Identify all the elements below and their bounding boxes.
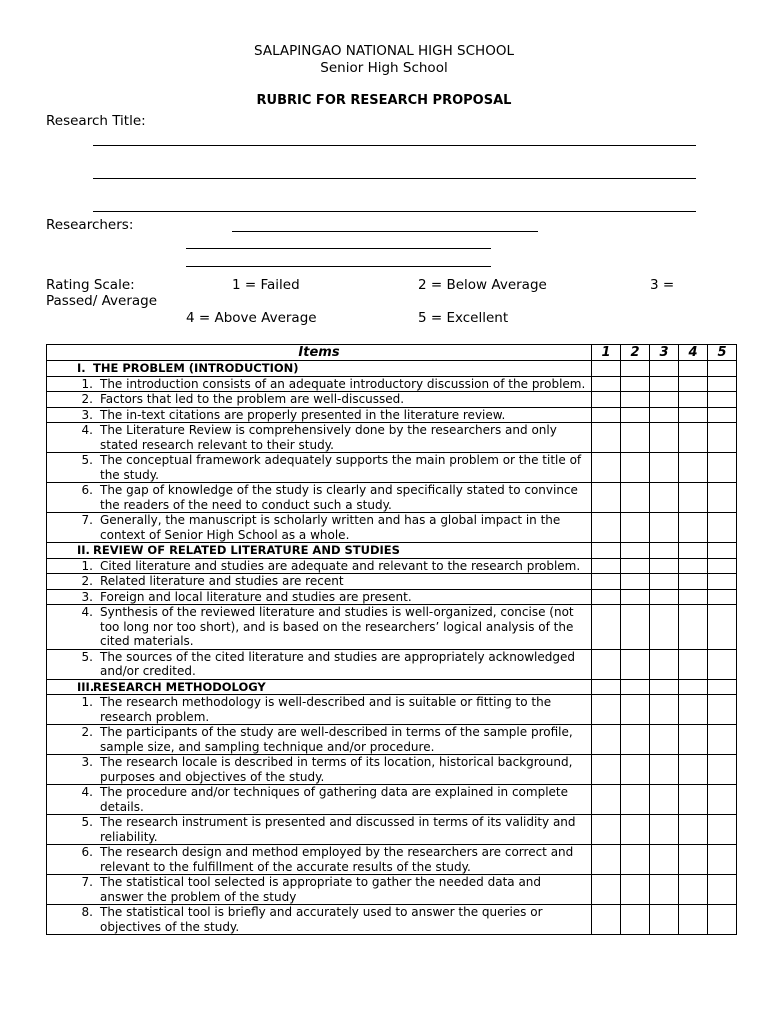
criterion-row bbox=[47, 905, 737, 935]
criterion-score-1[interactable] bbox=[592, 423, 621, 453]
criterion-row bbox=[47, 407, 737, 423]
criterion-score-1[interactable] bbox=[592, 905, 621, 935]
criterion-row bbox=[47, 875, 737, 905]
criterion-score-5[interactable] bbox=[708, 755, 737, 785]
section-number: I. bbox=[77, 361, 86, 375]
criterion-score-2[interactable] bbox=[621, 725, 650, 755]
criterion-score-2[interactable] bbox=[621, 905, 650, 935]
scale-4: 4 = Above Average bbox=[186, 310, 317, 326]
criterion-text: The sources of the cited literature and studies are appropriately acknowledged and/or credited. bbox=[100, 649, 575, 678]
criterion-score-3[interactable] bbox=[650, 574, 679, 590]
section-score-5[interactable] bbox=[708, 361, 737, 377]
criterion-score-2[interactable] bbox=[621, 695, 650, 725]
criterion-score-1[interactable] bbox=[592, 483, 621, 513]
criterion-row bbox=[47, 695, 737, 725]
criterion-score-3[interactable] bbox=[650, 845, 679, 875]
criterion-score-4[interactable] bbox=[679, 558, 708, 574]
section-title: RESEARCH METHODOLOGY bbox=[93, 679, 266, 694]
criterion-score-4[interactable] bbox=[679, 605, 708, 650]
criterion-score-1[interactable] bbox=[592, 695, 621, 725]
criterion-text: Generally, the manuscript is scholarly written and has a global impact in the context of Senior High School as a whole. bbox=[100, 513, 561, 542]
criterion-text: The introduction consists of an adequate introductory discussion of the problem. bbox=[100, 376, 586, 391]
criterion-score-3[interactable] bbox=[650, 513, 679, 543]
criterion-score-5[interactable] bbox=[708, 589, 737, 605]
section-row bbox=[47, 361, 737, 377]
criterion-score-3[interactable] bbox=[650, 392, 679, 408]
criterion-score-5[interactable] bbox=[708, 875, 737, 905]
criterion-text: The gap of knowledge of the study is clearly and specifically stated to convince the readers of the need to conduct such a study. bbox=[100, 483, 578, 512]
score-header-3: 3 bbox=[650, 345, 679, 361]
section-score-5[interactable] bbox=[708, 543, 737, 559]
section-score-1[interactable] bbox=[592, 543, 621, 559]
criterion-score-2[interactable] bbox=[621, 574, 650, 590]
criterion-score-4[interactable] bbox=[679, 589, 708, 605]
criterion-score-4[interactable] bbox=[679, 513, 708, 543]
criterion-score-1[interactable] bbox=[592, 875, 621, 905]
criterion-score-3[interactable] bbox=[650, 407, 679, 423]
criterion-text: The conceptual framework adequately supports the main problem or the title of the study. bbox=[100, 453, 582, 482]
research-title-line-3[interactable] bbox=[93, 211, 696, 212]
criterion-number: 5. bbox=[81, 453, 93, 467]
criterion-text: The statistical tool is briefly and accurately used to answer the queries or objectives of the study. bbox=[100, 905, 543, 934]
criterion-score-1[interactable] bbox=[592, 755, 621, 785]
rating-scale-label: Rating Scale: bbox=[46, 277, 135, 293]
scale-1: 1 = Failed bbox=[232, 277, 300, 293]
criterion-score-1[interactable] bbox=[592, 815, 621, 845]
section-score-3[interactable] bbox=[650, 543, 679, 559]
criterion-score-1[interactable] bbox=[592, 513, 621, 543]
criterion-score-2[interactable] bbox=[621, 815, 650, 845]
criterion-text: The participants of the study are well-described in terms of the sample profile, sample size, and sampling technique and/or procedure. bbox=[100, 725, 573, 754]
criterion-score-2[interactable] bbox=[621, 453, 650, 483]
criterion-score-3[interactable] bbox=[650, 755, 679, 785]
criterion-score-5[interactable] bbox=[708, 815, 737, 845]
criterion-score-5[interactable] bbox=[708, 695, 737, 725]
criterion-score-1[interactable] bbox=[592, 376, 621, 392]
researcher-line-1[interactable] bbox=[232, 231, 538, 232]
criterion-score-5[interactable] bbox=[708, 725, 737, 755]
criterion-number: 5. bbox=[81, 649, 93, 664]
criterion-score-5[interactable] bbox=[708, 558, 737, 574]
section-number: III. bbox=[77, 679, 95, 694]
criterion-score-4[interactable] bbox=[679, 815, 708, 845]
criterion-score-3[interactable] bbox=[650, 649, 679, 679]
criterion-score-4[interactable] bbox=[679, 423, 708, 453]
criterion-row bbox=[47, 725, 737, 755]
criterion-row bbox=[47, 649, 737, 679]
criterion-text: Related literature and studies are recent bbox=[100, 574, 344, 588]
criterion-number: 4. bbox=[81, 605, 93, 619]
criterion-score-5[interactable] bbox=[708, 649, 737, 679]
criterion-score-4[interactable] bbox=[679, 905, 708, 935]
research-title-line-2[interactable] bbox=[93, 178, 696, 179]
criterion-row bbox=[47, 423, 737, 453]
criterion-text: Factors that led to the problem are well-discussed. bbox=[100, 392, 405, 406]
criterion-text: The research locale is described in terms of its location, historical background, purposes and objectives of the study. bbox=[100, 755, 573, 784]
criterion-number: 4. bbox=[81, 423, 93, 437]
scale-3: 3 = bbox=[650, 277, 675, 293]
criterion-number: 2. bbox=[81, 574, 93, 588]
criterion-score-2[interactable] bbox=[621, 558, 650, 574]
criterion-number: 4. bbox=[81, 785, 93, 799]
criterion-score-3[interactable] bbox=[650, 725, 679, 755]
criterion-score-5[interactable] bbox=[708, 574, 737, 590]
score-header-5: 5 bbox=[708, 345, 737, 361]
criterion-score-2[interactable] bbox=[621, 845, 650, 875]
section-score-2[interactable] bbox=[621, 543, 650, 559]
criterion-row bbox=[47, 483, 737, 513]
criterion-score-2[interactable] bbox=[621, 513, 650, 543]
criterion-score-3[interactable] bbox=[650, 483, 679, 513]
criterion-row bbox=[47, 574, 737, 590]
criterion-score-4[interactable] bbox=[679, 755, 708, 785]
criterion-score-5[interactable] bbox=[708, 483, 737, 513]
criterion-score-5[interactable] bbox=[708, 845, 737, 875]
score-header-4: 4 bbox=[679, 345, 708, 361]
criterion-number: 7. bbox=[81, 875, 93, 889]
section-title: REVIEW OF RELATED LITERATURE AND STUDIES bbox=[93, 543, 400, 557]
items-header: Items bbox=[47, 345, 592, 361]
criterion-number: 8. bbox=[81, 905, 93, 919]
criterion-number: 1. bbox=[81, 558, 93, 573]
criterion-score-5[interactable] bbox=[708, 905, 737, 935]
criterion-number: 6. bbox=[81, 845, 93, 859]
criterion-score-1[interactable] bbox=[592, 605, 621, 650]
criterion-score-2[interactable] bbox=[621, 649, 650, 679]
section-score-3[interactable] bbox=[650, 679, 679, 695]
criterion-score-4[interactable] bbox=[679, 483, 708, 513]
criterion-text: The research design and method employed by the researchers are correct and relevant to the fulfillment of the accurate results of the study. bbox=[100, 845, 574, 874]
criterion-number: 2. bbox=[81, 392, 93, 406]
section-title: THE PROBLEM (INTRODUCTION) bbox=[93, 361, 299, 375]
criterion-row bbox=[47, 605, 737, 650]
criterion-score-3[interactable] bbox=[650, 815, 679, 845]
criterion-score-1[interactable] bbox=[592, 558, 621, 574]
criterion-score-1[interactable] bbox=[592, 845, 621, 875]
criterion-score-4[interactable] bbox=[679, 649, 708, 679]
criterion-score-1[interactable] bbox=[592, 453, 621, 483]
criterion-score-3[interactable] bbox=[650, 453, 679, 483]
criterion-score-2[interactable] bbox=[621, 589, 650, 605]
criterion-text: Synthesis of the reviewed literature and studies is well-organized, concise (not too long nor too short), and is based on the researchers’ logical analysis of the cited materials. bbox=[100, 605, 574, 648]
criterion-score-4[interactable] bbox=[679, 453, 708, 483]
researchers-label: Researchers: bbox=[46, 217, 134, 233]
school-name: SALAPINGAO NATIONAL HIGH SCHOOL bbox=[254, 43, 514, 59]
criterion-score-2[interactable] bbox=[621, 755, 650, 785]
criterion-score-5[interactable] bbox=[708, 785, 737, 815]
researcher-line-3[interactable] bbox=[186, 266, 491, 267]
section-score-1[interactable] bbox=[592, 361, 621, 377]
criterion-row bbox=[47, 558, 737, 574]
criterion-text: The research instrument is presented and discussed in terms of its validity and reliability. bbox=[100, 815, 576, 844]
criterion-score-2[interactable] bbox=[621, 407, 650, 423]
table-header-row bbox=[47, 345, 737, 361]
section-score-2[interactable] bbox=[621, 361, 650, 377]
criterion-score-5[interactable] bbox=[708, 407, 737, 423]
criterion-row bbox=[47, 755, 737, 785]
research-title-line-1[interactable] bbox=[93, 145, 696, 146]
criterion-number: 3. bbox=[81, 755, 93, 769]
criterion-score-3[interactable] bbox=[650, 376, 679, 392]
criterion-score-3[interactable] bbox=[650, 558, 679, 574]
criterion-score-5[interactable] bbox=[708, 513, 737, 543]
criterion-text: The procedure and/or techniques of gathering data are explained in complete details. bbox=[100, 785, 568, 814]
criterion-text: The Literature Review is comprehensively done by the researchers and only stated research relevant to their study. bbox=[100, 423, 557, 452]
criterion-score-2[interactable] bbox=[621, 376, 650, 392]
criterion-number: 1. bbox=[81, 376, 93, 391]
section-score-5[interactable] bbox=[708, 679, 737, 695]
criterion-score-1[interactable] bbox=[592, 589, 621, 605]
section-score-3[interactable] bbox=[650, 361, 679, 377]
criterion-score-4[interactable] bbox=[679, 376, 708, 392]
criterion-score-4[interactable] bbox=[679, 392, 708, 408]
criterion-score-2[interactable] bbox=[621, 483, 650, 513]
criterion-score-3[interactable] bbox=[650, 589, 679, 605]
criterion-score-5[interactable] bbox=[708, 453, 737, 483]
criterion-score-1[interactable] bbox=[592, 392, 621, 408]
score-header-1: 1 bbox=[592, 345, 621, 361]
criterion-score-4[interactable] bbox=[679, 574, 708, 590]
criterion-number: 6. bbox=[81, 483, 93, 497]
criterion-score-1[interactable] bbox=[592, 407, 621, 423]
section-score-4[interactable] bbox=[679, 361, 708, 377]
score-header-2: 2 bbox=[621, 345, 650, 361]
criterion-score-3[interactable] bbox=[650, 785, 679, 815]
criterion-score-3[interactable] bbox=[650, 423, 679, 453]
criterion-text: Foreign and local literature and studies are present. bbox=[100, 589, 412, 604]
criterion-score-3[interactable] bbox=[650, 695, 679, 725]
section-score-2[interactable] bbox=[621, 679, 650, 695]
section-score-4[interactable] bbox=[679, 679, 708, 695]
scale-3-desc: Passed/ Average bbox=[46, 293, 158, 309]
criterion-row bbox=[47, 589, 737, 605]
criterion-number: 5. bbox=[81, 815, 93, 829]
criterion-row bbox=[47, 392, 737, 408]
criterion-row bbox=[47, 785, 737, 815]
criterion-score-5[interactable] bbox=[708, 423, 737, 453]
criterion-row bbox=[47, 453, 737, 483]
criterion-score-2[interactable] bbox=[621, 605, 650, 650]
criterion-number: 3. bbox=[81, 407, 93, 422]
school-level: Senior High School bbox=[320, 60, 448, 76]
criterion-row bbox=[47, 815, 737, 845]
criterion-score-4[interactable] bbox=[679, 695, 708, 725]
criterion-text: The research methodology is well-described and is suitable or fitting to the research problem. bbox=[100, 695, 552, 724]
criterion-score-2[interactable] bbox=[621, 875, 650, 905]
criterion-score-4[interactable] bbox=[679, 845, 708, 875]
criterion-score-4[interactable] bbox=[679, 407, 708, 423]
criterion-score-4[interactable] bbox=[679, 785, 708, 815]
criterion-score-4[interactable] bbox=[679, 725, 708, 755]
criterion-score-3[interactable] bbox=[650, 605, 679, 650]
criterion-number: 7. bbox=[81, 513, 93, 527]
section-number: II. bbox=[77, 543, 90, 557]
criterion-score-2[interactable] bbox=[621, 785, 650, 815]
section-score-4[interactable] bbox=[679, 543, 708, 559]
criterion-text: The statistical tool selected is appropriate to gather the needed data and answer the problem of the study bbox=[100, 875, 542, 904]
criterion-row bbox=[47, 513, 737, 543]
criterion-number: 1. bbox=[81, 695, 93, 709]
criterion-score-5[interactable] bbox=[708, 392, 737, 408]
criterion-number: 3. bbox=[81, 589, 93, 604]
criterion-score-3[interactable] bbox=[650, 875, 679, 905]
criterion-score-4[interactable] bbox=[679, 875, 708, 905]
section-score-1[interactable] bbox=[592, 679, 621, 695]
criterion-score-2[interactable] bbox=[621, 423, 650, 453]
criterion-score-5[interactable] bbox=[708, 605, 737, 650]
criterion-score-1[interactable] bbox=[592, 649, 621, 679]
criterion-text: Cited literature and studies are adequate and relevant to the research problem. bbox=[100, 558, 581, 573]
criterion-score-1[interactable] bbox=[592, 725, 621, 755]
section-row bbox=[47, 679, 737, 695]
criterion-score-5[interactable] bbox=[708, 376, 737, 392]
criterion-row bbox=[47, 376, 737, 392]
researcher-line-2[interactable] bbox=[186, 248, 491, 249]
criterion-score-2[interactable] bbox=[621, 392, 650, 408]
criterion-number: 2. bbox=[81, 725, 93, 739]
scale-2: 2 = Below Average bbox=[418, 277, 547, 293]
scale-5: 5 = Excellent bbox=[418, 310, 509, 326]
document-title: RUBRIC FOR RESEARCH PROPOSAL bbox=[256, 93, 512, 108]
research-title-label: Research Title: bbox=[46, 113, 146, 129]
criterion-score-1[interactable] bbox=[592, 785, 621, 815]
criterion-score-1[interactable] bbox=[592, 574, 621, 590]
rubric-table bbox=[46, 344, 737, 935]
criterion-score-3[interactable] bbox=[650, 905, 679, 935]
criterion-row bbox=[47, 845, 737, 875]
criterion-text: The in-text citations are properly presented in the literature review. bbox=[100, 407, 506, 422]
section-row bbox=[47, 543, 737, 559]
